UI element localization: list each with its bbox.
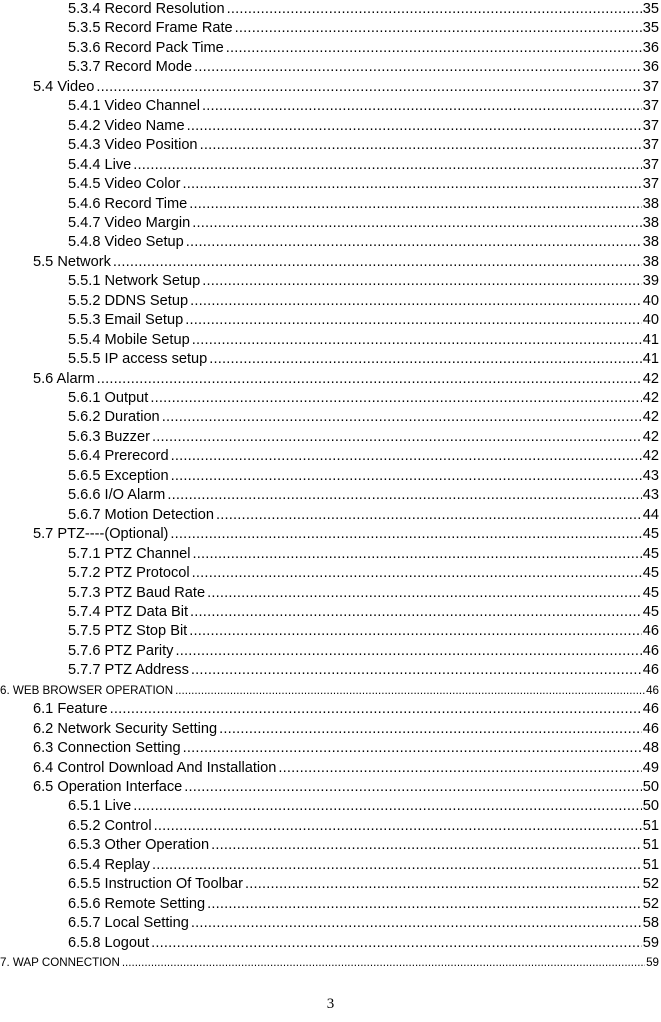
toc-entry[interactable] — [68, 642, 659, 661]
toc-dot-leader — [200, 136, 642, 155]
toc-entry[interactable] — [68, 408, 659, 427]
toc-dot-leader — [122, 953, 645, 972]
toc-entry-page: 45 — [642, 603, 659, 620]
toc-entry-label: 6.1 Feature — [33, 701, 108, 718]
toc-entry-label: 6. WEB BROWSER OPERATION — [0, 683, 174, 697]
toc-entry[interactable] — [68, 58, 659, 77]
toc-entry[interactable] — [68, 19, 659, 38]
toc-dot-leader — [113, 253, 642, 272]
toc-entry-page: 50 — [642, 779, 659, 795]
toc-dot-leader — [185, 311, 642, 330]
toc-entry-label: 5.5.4 Mobile Setup — [68, 331, 190, 348]
toc-entry-label: 5.5.5 IP access setup — [68, 351, 208, 368]
toc-entry-label: 5.3.5 Record Frame Rate — [68, 20, 233, 37]
toc-entry-page: 40 — [642, 312, 659, 329]
toc-entry[interactable] — [68, 428, 659, 447]
toc-entry[interactable] — [68, 486, 659, 505]
toc-entry-page: 35 — [642, 1, 659, 17]
toc-entry-page: 50 — [642, 798, 659, 815]
toc-entry[interactable] — [68, 564, 659, 583]
toc-entry-page: 46 — [642, 662, 659, 679]
toc-dot-leader — [245, 875, 642, 894]
toc-entry[interactable] — [68, 311, 659, 330]
toc-entry-page: 48 — [642, 740, 659, 757]
toc-entry-label: 5.4.8 Video Setup — [68, 234, 184, 251]
toc-entry[interactable] — [68, 39, 659, 58]
toc-entry[interactable] — [68, 797, 659, 816]
toc-dot-leader — [154, 817, 642, 836]
toc-entry-page: 38 — [642, 195, 659, 212]
toc-entry[interactable] — [33, 739, 659, 758]
toc-entry[interactable] — [33, 759, 659, 778]
toc-entry-page: 35 — [642, 20, 659, 37]
toc-dot-leader — [97, 370, 642, 389]
toc-dot-leader — [227, 0, 642, 19]
toc-entry-label: 6.5.5 Instruction Of Toolbar — [68, 876, 243, 893]
toc-entry-label: 5.5.3 Email Setup — [68, 312, 184, 329]
toc-entry[interactable] — [68, 661, 659, 680]
toc-entry[interactable] — [68, 272, 659, 291]
toc-entry-label: 5.4.5 Video Color — [68, 176, 181, 193]
toc-entry-label: 5.6.3 Buzzer — [68, 428, 150, 445]
toc-entry-page: 43 — [642, 487, 659, 504]
toc-entry-label: 5.7.2 PTZ Protocol — [68, 565, 190, 582]
toc-entry[interactable] — [68, 117, 659, 136]
toc-entry-page: 42 — [642, 428, 659, 445]
toc-entry-label: 5.6.5 Exception — [68, 467, 169, 484]
toc-entry-label: 5.7.4 PTZ Data Bit — [68, 603, 189, 620]
toc-entry[interactable] — [68, 506, 659, 525]
toc-dot-leader — [191, 914, 642, 933]
toc-dot-leader — [202, 272, 642, 291]
toc-entry-page: 42 — [642, 448, 659, 465]
toc-dot-leader — [171, 447, 642, 466]
toc-entry-label: 5.4.4 Live — [68, 156, 132, 173]
toc-entry-label: 5.3.7 Record Mode — [68, 59, 193, 76]
toc-entry[interactable] — [68, 467, 659, 486]
toc-entry[interactable] — [68, 447, 659, 466]
toc-entry-page: 44 — [642, 506, 659, 523]
toc-dot-leader — [226, 39, 642, 58]
toc-entry-page: 38 — [642, 214, 659, 231]
toc-dot-leader — [133, 797, 641, 816]
toc-entry-label: 5.6.7 Motion Detection — [68, 506, 215, 523]
toc-dot-leader — [207, 584, 642, 603]
toc-entry-label: 5.7.7 PTZ Address — [68, 662, 189, 679]
toc-entry-page: 58 — [642, 915, 659, 932]
toc-entry-page: 41 — [642, 351, 659, 368]
toc-entry[interactable] — [68, 233, 659, 252]
toc-entry-page: 45 — [642, 545, 659, 562]
toc-entry[interactable] — [68, 156, 659, 175]
toc-dot-leader — [189, 195, 642, 214]
page-number: 3 — [326, 996, 335, 1012]
toc-entry[interactable] — [68, 195, 659, 214]
toc-entry-label: 5.5.2 DDNS Setup — [68, 292, 189, 309]
toc-entry-page: 46 — [646, 683, 659, 697]
toc-entry-label: 5.3.4 Record Resolution — [68, 1, 225, 17]
toc-entry[interactable] — [68, 584, 659, 603]
toc-entry-page: 41 — [642, 331, 659, 348]
toc-dot-leader — [184, 778, 641, 797]
toc-entry-page: 36 — [642, 39, 659, 56]
toc-entry-page: 37 — [642, 176, 659, 193]
toc-dot-leader — [216, 506, 642, 525]
toc-entry-page: 37 — [642, 137, 659, 154]
toc-dot-leader — [171, 467, 642, 486]
toc-dot-leader — [190, 292, 642, 311]
toc-entry[interactable] — [33, 525, 659, 544]
toc-entry-label: 6.3 Connection Setting — [33, 740, 181, 757]
toc-entry-label: 6.5.4 Replay — [68, 856, 150, 873]
toc-entry-page: 49 — [642, 759, 659, 776]
toc-entry-label: 5.4.7 Video Margin — [68, 214, 191, 231]
toc-entry-page: 42 — [642, 409, 659, 426]
toc-entry-page: 59 — [646, 956, 659, 970]
toc-entry-label: 6.2 Network Security Setting — [33, 720, 218, 737]
toc-entry-page: 46 — [642, 701, 659, 718]
toc-entry[interactable] — [68, 97, 659, 116]
toc-entry-page: 42 — [642, 390, 659, 406]
toc-entry-page: 37 — [642, 98, 659, 115]
toc-dot-leader — [235, 19, 642, 38]
toc-entry[interactable] — [0, 953, 659, 972]
toc-entry-label: 5.7.3 PTZ Baud Rate — [68, 584, 206, 601]
toc-dot-leader — [175, 642, 641, 661]
toc-dot-leader — [110, 700, 642, 719]
toc-dot-leader — [278, 759, 641, 778]
toc-entry-page: 38 — [642, 234, 659, 251]
toc-entry-page: 52 — [642, 895, 659, 912]
toc-entry-page: 46 — [642, 720, 659, 737]
toc-entry[interactable] — [33, 700, 659, 719]
toc-entry[interactable] — [33, 720, 659, 739]
toc-entry-label: 5.7 PTZ----(Optional) — [33, 526, 169, 543]
toc-entry[interactable] — [68, 389, 659, 408]
toc-entry-label: 5.6.2 Duration — [68, 409, 160, 426]
toc-entry-page: 46 — [642, 642, 659, 659]
toc-entry-label: 6.5.3 Other Operation — [68, 837, 210, 854]
toc-entry[interactable] — [33, 778, 659, 797]
toc-dot-leader — [190, 603, 642, 622]
toc-entry-label: 5.4.1 Video Channel — [68, 98, 200, 115]
toc-entry-label: 5.5.1 Network Setup — [68, 273, 201, 290]
toc-entry-page: 46 — [642, 623, 659, 640]
toc-entry-page: 52 — [642, 876, 659, 893]
toc-dot-leader — [151, 934, 642, 953]
toc-entry-label: 6.5 Operation Interface — [33, 779, 183, 795]
toc-entry[interactable] — [68, 875, 659, 894]
toc-entry-label: 5.7.1 PTZ Channel — [68, 545, 191, 562]
toc-entry-label: 6.5.1 Live — [68, 798, 132, 815]
toc-entry[interactable] — [68, 836, 659, 855]
toc-dot-leader — [186, 233, 642, 252]
toc-entry-label: 5.4.2 Video Name — [68, 117, 185, 134]
toc-dot-leader — [152, 428, 642, 447]
toc-entry-label: 5.7.5 PTZ Stop Bit — [68, 623, 188, 640]
toc-entry[interactable] — [68, 292, 659, 311]
toc-entry[interactable] — [68, 331, 659, 350]
toc-dot-leader — [192, 331, 642, 350]
toc-entry[interactable] — [68, 914, 659, 933]
toc-entry[interactable] — [68, 895, 659, 914]
toc-dot-leader — [192, 564, 642, 583]
toc-entry[interactable] — [68, 817, 659, 836]
toc-entry-label: 5.3.6 Record Pack Time — [68, 39, 224, 56]
toc-entry[interactable] — [68, 622, 659, 641]
toc-entry-label: 6.5.2 Control — [68, 817, 152, 834]
toc-dot-leader — [211, 836, 642, 855]
toc-entry-page: 51 — [642, 837, 659, 854]
toc-entry-page: 51 — [642, 856, 659, 873]
toc-entry-page: 51 — [642, 817, 659, 834]
toc-dot-leader — [207, 895, 642, 914]
toc-entry-label: 6.5.7 Local Setting — [68, 915, 189, 932]
toc-entry[interactable] — [68, 856, 659, 875]
toc-entry-label: 5.7.6 PTZ Parity — [68, 642, 174, 659]
toc-entry-label: 6.5.6 Remote Setting — [68, 895, 206, 912]
toc-entry-page: 45 — [642, 565, 659, 582]
toc-dot-leader — [191, 661, 642, 680]
toc-entry-label: 5.6.6 I/O Alarm — [68, 487, 166, 504]
toc-dot-leader — [202, 97, 642, 116]
toc-entry-page: 38 — [642, 253, 659, 270]
toc-entry-label: 5.6 Alarm — [33, 370, 95, 387]
toc-entry-label: 5.4.3 Video Position — [68, 137, 198, 154]
toc-entry[interactable] — [68, 934, 659, 953]
toc-entry-page: 36 — [642, 59, 659, 76]
toc-entry-label: 6.4 Control Download And Installation — [33, 759, 277, 776]
toc-entry-page: 37 — [642, 156, 659, 173]
toc-entry-label: 5.4.6 Record Time — [68, 195, 188, 212]
toc-entry-page: 43 — [642, 467, 659, 484]
toc-entry[interactable] — [68, 136, 659, 155]
toc-entry[interactable] — [68, 545, 659, 564]
toc-entry-label: 6.5.8 Logout — [68, 934, 150, 951]
toc-dot-leader — [162, 408, 642, 427]
toc-entry-label: 5.4 Video — [33, 78, 95, 95]
toc-entry[interactable] — [68, 175, 659, 194]
toc-dot-leader — [152, 856, 642, 875]
toc-entry[interactable] — [68, 350, 659, 369]
toc-dot-leader — [175, 681, 645, 700]
toc-entry-page: 45 — [642, 584, 659, 601]
toc-entry[interactable] — [68, 214, 659, 233]
toc-entry[interactable] — [68, 0, 659, 19]
toc-entry[interactable] — [68, 603, 659, 622]
toc-entry-page: 42 — [642, 370, 659, 387]
toc-entry-page: 37 — [642, 117, 659, 134]
toc-entry-label: 7. WAP CONNECTION — [0, 956, 120, 970]
toc-entry-label: 5.6.1 Output — [68, 390, 149, 406]
toc-dot-leader — [167, 486, 641, 505]
toc-dot-leader — [192, 214, 642, 233]
toc-entry[interactable] — [33, 78, 659, 97]
toc-dot-leader — [209, 350, 641, 369]
toc-dot-leader — [170, 525, 641, 544]
toc-entry[interactable] — [33, 370, 659, 389]
toc-entry-label: 5.6.4 Prerecord — [68, 448, 169, 465]
toc-dot-leader — [189, 622, 642, 641]
toc-dot-leader — [187, 117, 642, 136]
toc-entry-page: 40 — [642, 292, 659, 309]
toc-dot-leader — [219, 720, 642, 739]
toc-entry-page: 45 — [642, 526, 659, 543]
toc-dot-leader — [183, 175, 642, 194]
toc-entry[interactable] — [33, 253, 659, 272]
toc-dot-leader — [96, 78, 641, 97]
toc-dot-leader — [150, 389, 641, 408]
toc-entry-page: 39 — [642, 273, 659, 290]
toc-dot-leader — [133, 156, 641, 175]
toc-dot-leader — [193, 545, 642, 564]
toc-dot-leader — [183, 739, 642, 758]
toc-entry-page: 37 — [642, 78, 659, 95]
toc-dot-leader — [194, 58, 642, 77]
toc-entry-label: 5.5 Network — [33, 253, 111, 270]
toc-entry[interactable] — [0, 681, 659, 700]
toc-entry-page: 59 — [642, 934, 659, 951]
